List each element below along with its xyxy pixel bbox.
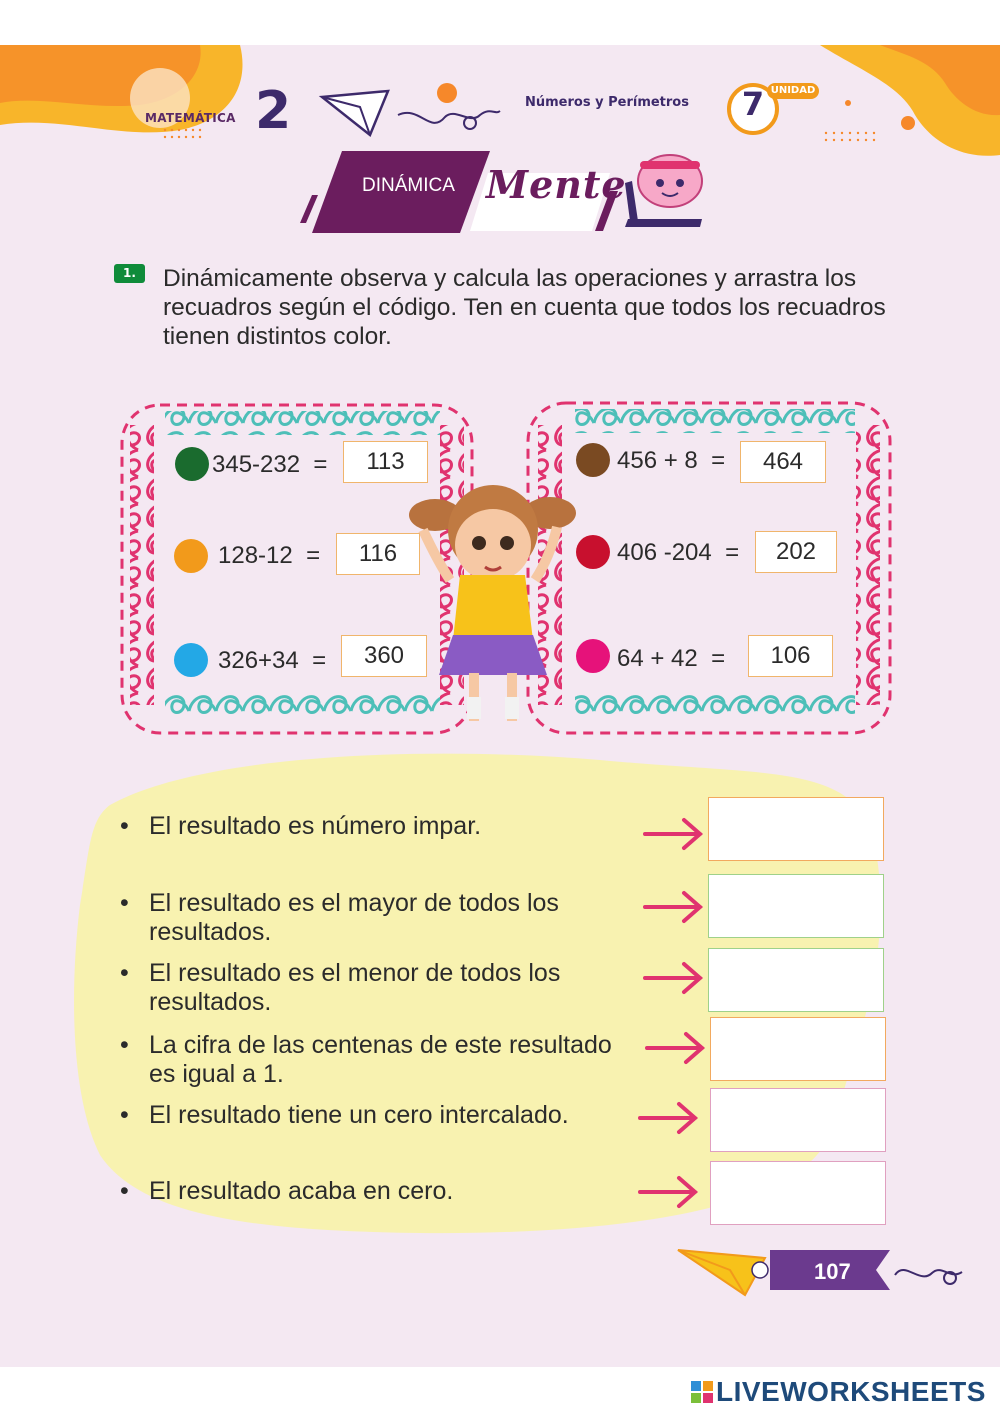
answer-box-113[interactable]: 113	[343, 441, 428, 483]
drop-slot-4[interactable]	[710, 1017, 886, 1081]
topic-title: Números y Perímetros	[525, 95, 689, 110]
drop-slot-3[interactable]	[708, 948, 884, 1012]
answer-box-106[interactable]: 106	[748, 635, 833, 677]
arrow-icon	[645, 893, 700, 921]
statement-middle-zero: • El resultado tiene un cero intercalado.	[120, 1101, 569, 1129]
statement-ends-zero: • El resultado acaba en cero.	[120, 1177, 454, 1205]
equation-left-3: 326+34 =	[218, 647, 327, 674]
liveworksheets-logo-icon	[691, 1381, 713, 1405]
banner-word: Mente	[486, 162, 627, 207]
subject-label: MATEMÁTICA	[145, 111, 236, 125]
equation-right-3: 64 + 42 =	[617, 645, 726, 672]
page-number: 107	[814, 1259, 851, 1284]
statement-hundreds: • La cifra de las centenas de este resultado es igual a 1.	[120, 1031, 612, 1088]
answer-box-464[interactable]: 464	[740, 441, 826, 483]
drop-slot-6[interactable]	[710, 1161, 886, 1225]
arrow-icon	[640, 1104, 695, 1132]
unit-number: 7	[741, 85, 765, 123]
answer-box-116[interactable]: 116	[336, 533, 420, 575]
banner-label: DINÁMICA	[362, 175, 455, 196]
answer-box-360[interactable]: 360	[341, 635, 427, 677]
arrow-icon	[645, 964, 700, 992]
arrow-icon	[645, 820, 700, 848]
statement-largest: • El resultado es el mayor de todos los resultados.	[120, 889, 559, 946]
grade-number: 2	[255, 81, 292, 141]
answer-box-202[interactable]: 202	[755, 531, 837, 573]
drop-slot-1[interactable]	[708, 797, 884, 861]
drop-slot-5[interactable]	[710, 1088, 886, 1152]
equation-right-2: 406 -204 =	[617, 539, 740, 566]
equation-right-1: 456 + 8 =	[617, 447, 726, 474]
statement-smallest: • El resultado es el menor de todos los resultados.	[120, 959, 561, 1016]
statement-odd: • El resultado es número impar.	[120, 812, 482, 840]
worksheet-page	[0, 45, 1000, 1367]
instruction-text: Dinámicamente observa y calcula las operaciones y arrastra los recuadros según el código. Ten en cuenta que todos los recuadros tienen distintos color.	[163, 265, 886, 350]
unit-label: UNIDAD	[767, 83, 819, 99]
arrow-icon	[647, 1034, 702, 1062]
equation-left-1: 345-232 =	[212, 451, 328, 478]
liveworksheets-brand: LIVEWORKSHEETS	[716, 1376, 986, 1407]
arrow-icon	[640, 1178, 695, 1206]
exercise-number: 1.	[114, 264, 145, 283]
equation-left-2: 128-12 =	[218, 542, 321, 569]
drop-slot-2[interactable]	[708, 874, 884, 938]
